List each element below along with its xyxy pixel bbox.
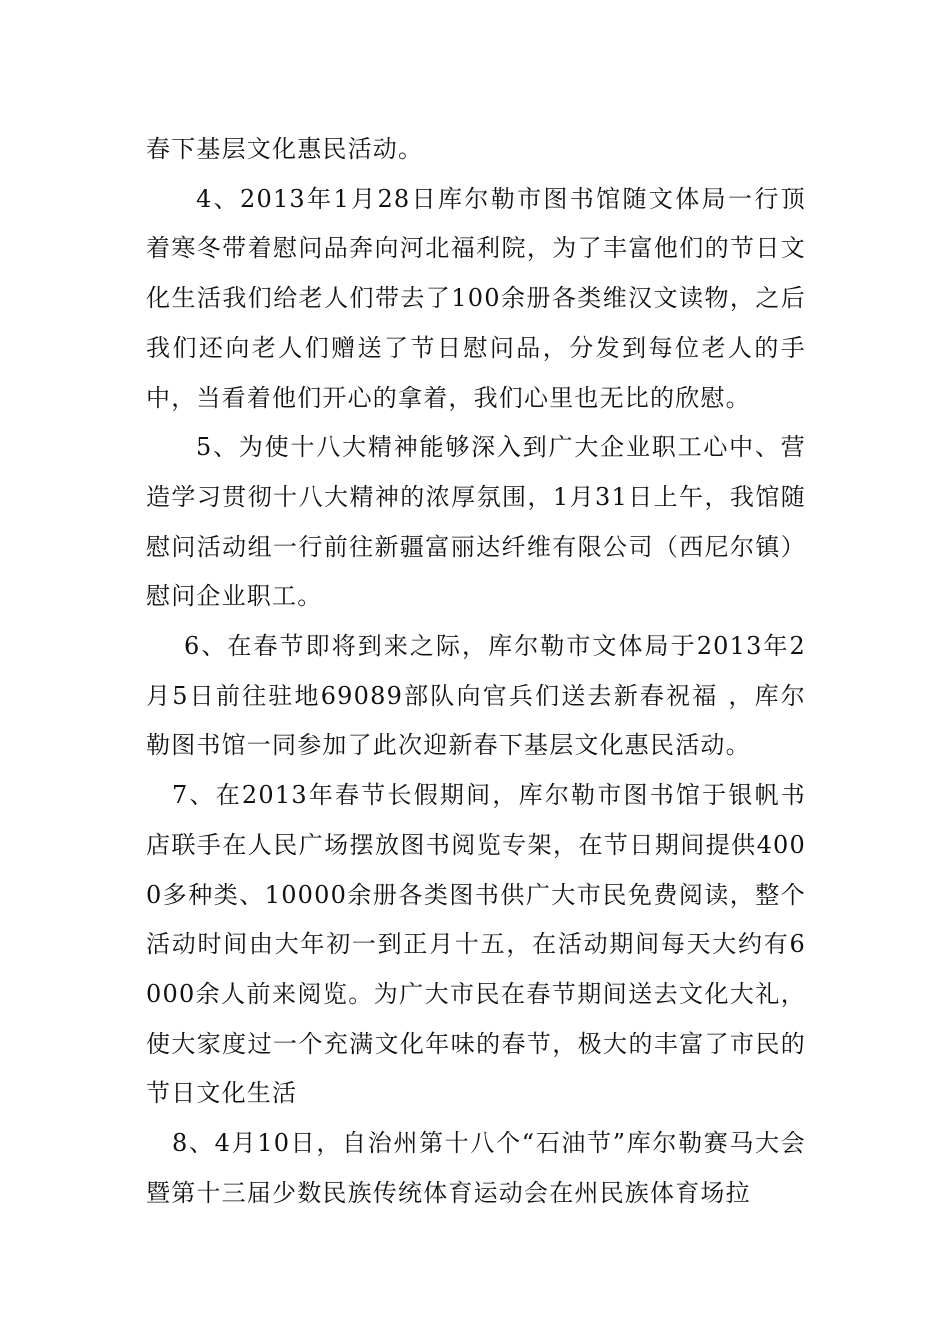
paragraph-item-5: 5、为使十八大精神能够深入到广大企业职工心中、营造学习贯彻十八大精神的浓厚氛围，1月31日上午，我馆随慰问活动组一行前往新疆富丽达纤维有限公司（西尼尔镇）慰问企业职工。 [146,433,806,611]
paragraph-item-8: 8、4月10日，自治州第十八个“石油节”库尔勒赛马大会暨第十三届少数民族传统体育运动会在州民族体育场拉 [146,1129,806,1207]
paragraph-continuation: 春下基层文化惠民活动。 [146,135,424,163]
paragraph-item-7: 7、在2013年春节长假期间，库尔勒市图书馆于银帆书店联手在人民广场摆放图书阅览专架，在节日期间提供4000多种类、10000余册各类图书供广大市民免费阅读，整个活动时间由大年初一到正月十五，在活动期间每天大约有6000余人前来阅览。为广大市民在春节期间送去文化大礼，使大家度过一个充满文化年味的春节，极大的丰富了市民的节日文化生活 [146,781,806,1108]
paragraph-item-4: 4、2013年1月28日库尔勒市图书馆随文体局一行顶着寒冬带着慰问品奔向河北福利院，为了丰富他们的节日文化生活我们给老人们带去了100余册各类维汉文读物，之后我们还向老人们赠送了节日慰问品，分发到每位老人的手中，当看着他们开心的拿着，我们心里也无比的欣慰。 [146,184,806,412]
paragraph-item-6: 6、在春节即将到来之际，库尔勒市文体局于2013年2月5日前往驻地69089部队向官兵们送去新春祝福 ，库尔勒图书馆一同参加了此次迎新春下基层文化惠民活动。 [146,632,806,760]
document-body [146,125,806,1218]
